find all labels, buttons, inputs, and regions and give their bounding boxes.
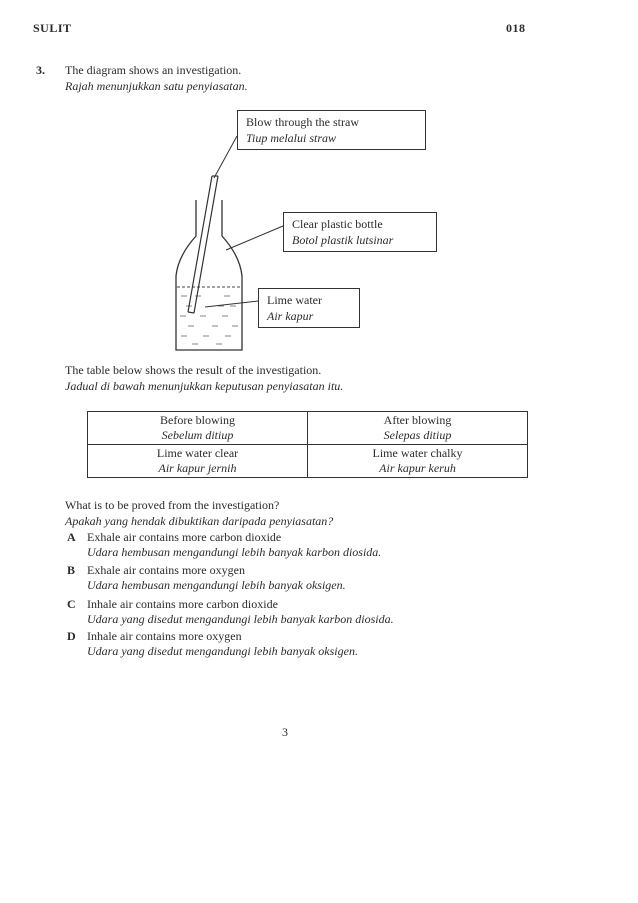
cell-before-en: Lime water clear (156, 446, 239, 460)
leader-straw (214, 136, 237, 178)
option-text-en: Exhale air contains more carbon dioxide (87, 530, 282, 544)
option-text-en: Exhale air contains more oxygen (87, 563, 245, 577)
table-intro-ms: Jadual di bawah menunjukkan keputusan penyiasatan itu. (65, 379, 344, 393)
option-a[interactable] (67, 530, 381, 560)
table-cell (88, 445, 308, 478)
option-text-ms: Udara yang disedut mengandungi lebih banyak karbon diosida. (87, 612, 394, 626)
header-sulit: SULIT (33, 21, 72, 35)
label-bottle-en: Clear plastic bottle (292, 217, 383, 231)
label-box-bottle (283, 212, 437, 252)
option-text-ms: Udara yang disedut mengandungi lebih banyak oksigen. (87, 644, 358, 658)
label-box-lime (258, 288, 360, 328)
option-letter: B (67, 563, 76, 577)
results-table (87, 411, 528, 478)
option-letter: C (67, 597, 76, 611)
table-header-cell (88, 412, 308, 445)
label-straw-ms: Tiup melalui straw (246, 131, 337, 145)
label-bottle-ms: Botol plastik lutsinar (292, 233, 394, 247)
header-before-en: Before blowing (160, 413, 235, 427)
prompt-en: What is to be proved from the investigation? (65, 498, 280, 512)
table-cell (308, 445, 528, 478)
header-after-en: After blowing (383, 413, 452, 427)
prompt-ms: Apakah yang hendak dibuktikan daripada penyiasatan? (65, 514, 334, 528)
table-intro-en: The table below shows the result of the investigation. (65, 363, 322, 377)
cell-before-ms: Air kapur jernih (158, 461, 237, 475)
table-header-cell (308, 412, 528, 445)
option-c[interactable] (67, 597, 394, 627)
table-header-row (88, 412, 528, 445)
cell-after-ms: Air kapur keruh (379, 461, 456, 475)
bottle-outline (176, 200, 242, 350)
page-number: 3 (282, 725, 288, 739)
label-lime-en: Lime water (267, 293, 322, 307)
option-text-ms: Udara hembusan mengandungi lebih banyak karbon diosida. (87, 545, 382, 559)
header-after-ms: Selepas ditiup (383, 428, 452, 442)
leader-bottle (226, 226, 283, 250)
lime-water-dashes (180, 296, 238, 344)
question-stem-en: The diagram shows an investigation. (65, 63, 242, 77)
option-letter: D (67, 629, 76, 643)
option-text-ms: Udara hembusan mengandungi lebih banyak oksigen. (87, 578, 346, 592)
option-letter: A (67, 530, 76, 544)
header-code: 018 (506, 21, 526, 35)
option-d[interactable] (67, 629, 358, 659)
header-before-ms: Sebelum ditiup (161, 428, 234, 442)
cell-after-en: Lime water chalky (372, 446, 463, 460)
option-b[interactable] (67, 563, 346, 593)
question-stem-ms: Rajah menunjukkan satu penyiasatan. (65, 79, 248, 93)
option-text-en: Inhale air contains more carbon dioxide (87, 597, 278, 611)
label-lime-ms: Air kapur (267, 309, 314, 323)
label-straw-en: Blow through the straw (246, 115, 359, 129)
option-text-en: Inhale air contains more oxygen (87, 629, 242, 643)
question-number: 3. (36, 63, 45, 77)
table-row (88, 445, 528, 478)
straw (188, 176, 218, 313)
label-box-straw (237, 110, 426, 150)
